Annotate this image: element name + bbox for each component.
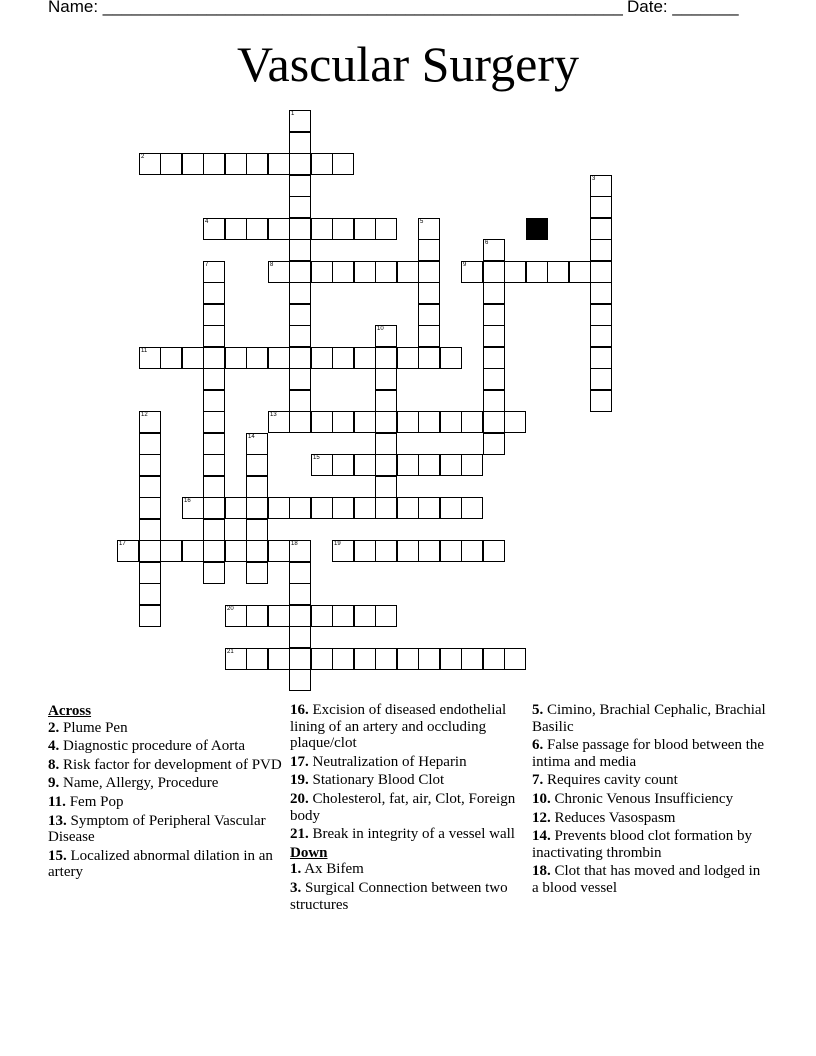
grid-cell[interactable] [418, 540, 440, 562]
grid-cell[interactable] [483, 648, 505, 670]
grid-cell[interactable] [354, 454, 376, 476]
grid-cell[interactable] [289, 390, 311, 412]
clue-item [290, 791, 526, 824]
clue-number: 17 [119, 541, 126, 547]
grid-cell[interactable] [483, 411, 505, 433]
grid-cell[interactable] [418, 411, 440, 433]
clue-text: Clot that has moved and lodged in a blood vessel [532, 863, 761, 896]
clue-text: Ax Bifem [304, 861, 364, 878]
grid-cell[interactable] [590, 347, 612, 369]
grid-cell[interactable] [397, 411, 419, 433]
grid-cell[interactable] [375, 218, 397, 240]
clue-number: 5 [420, 219, 424, 225]
clue-number: 7 [205, 262, 209, 268]
grid-cell[interactable] [354, 261, 376, 283]
grid-cell[interactable] [311, 454, 333, 476]
grid-cell[interactable] [203, 261, 225, 283]
grid-cell[interactable] [483, 261, 505, 283]
grid-cell[interactable] [440, 454, 462, 476]
clue-number: 3 [592, 176, 596, 182]
grid-cell[interactable] [418, 218, 440, 240]
clue-number: 12 [141, 412, 148, 418]
grid-cell[interactable] [289, 648, 311, 670]
grid-cell[interactable] [354, 648, 376, 670]
grid-cell[interactable] [504, 648, 526, 670]
clue-item [532, 772, 768, 789]
clue-number: 11 [141, 348, 148, 354]
grid-cell[interactable] [203, 368, 225, 390]
grid-cell[interactable] [160, 540, 182, 562]
grid-cell[interactable] [483, 433, 505, 455]
grid-cell[interactable] [139, 454, 161, 476]
clue-number: 2 [141, 154, 145, 160]
grid-cell[interactable] [246, 433, 268, 455]
grid-cell[interactable] [268, 411, 290, 433]
grid-cell[interactable] [289, 368, 311, 390]
grid-cell[interactable] [289, 110, 311, 132]
grid-cell[interactable] [289, 605, 311, 627]
grid-cell[interactable] [461, 261, 483, 283]
grid-cell[interactable] [139, 153, 161, 175]
grid-cell[interactable] [504, 411, 526, 433]
clue-item [48, 775, 284, 792]
clue-number: 20 [227, 606, 234, 612]
clue-number-label: 2. [48, 719, 60, 736]
clue-number-label: 12. [532, 809, 551, 826]
grid-cell[interactable] [203, 497, 225, 519]
clue-text: Surgical Connection between two structures [290, 879, 508, 913]
clue-number-label: 18. [532, 863, 551, 880]
clue-number-label: 10. [532, 790, 551, 807]
grid-cell[interactable] [225, 153, 247, 175]
grid-cell[interactable] [203, 519, 225, 541]
grid-cell[interactable] [483, 282, 505, 304]
clue-item [48, 720, 284, 737]
grid-cell[interactable] [268, 605, 290, 627]
grid-cell[interactable] [289, 304, 311, 326]
grid-cell[interactable] [268, 497, 290, 519]
grid-cell[interactable] [483, 390, 505, 412]
clue-item [290, 861, 526, 878]
grid-cell[interactable] [375, 497, 397, 519]
grid-cell[interactable] [440, 648, 462, 670]
grid-cell[interactable] [332, 454, 354, 476]
clue-number: 13 [270, 412, 277, 418]
grid-cell[interactable] [289, 175, 311, 197]
grid-cell[interactable] [590, 218, 612, 240]
grid-cell[interactable] [375, 476, 397, 498]
grid-cell[interactable] [375, 261, 397, 283]
grid-cell[interactable] [225, 497, 247, 519]
grid-cell[interactable] [268, 218, 290, 240]
grid-cell[interactable] [289, 497, 311, 519]
clues-column-2 [290, 702, 526, 915]
clue-item [532, 702, 768, 735]
grid-cell[interactable] [440, 411, 462, 433]
clue-text: Symptom of Peripheral Vascular Disease [48, 812, 266, 846]
grid-cell[interactable] [289, 347, 311, 369]
clue-number: 14 [248, 434, 255, 440]
clue-text: Chronic Venous Insufficiency [554, 790, 734, 807]
clue-item [48, 848, 284, 881]
clue-number: 1 [291, 111, 295, 117]
clue-text: Prevents blood clot formation by inactivating thrombin [532, 828, 752, 861]
clue-number-label: 19. [290, 772, 309, 789]
grid-cell[interactable] [139, 411, 161, 433]
grid-cell[interactable] [375, 605, 397, 627]
clue-number: 18 [291, 541, 298, 547]
clue-item [532, 791, 768, 808]
grid-cell[interactable] [289, 540, 311, 562]
clue-item [290, 772, 526, 789]
grid-cell[interactable] [590, 196, 612, 218]
grid-cell[interactable] [203, 540, 225, 562]
across-heading: Across [48, 703, 92, 719]
grid-cell[interactable] [418, 261, 440, 283]
grid-cell[interactable] [397, 347, 419, 369]
grid-cell[interactable] [268, 540, 290, 562]
grid-cell[interactable] [268, 648, 290, 670]
grid-cell[interactable] [375, 454, 397, 476]
grid-cell[interactable] [375, 325, 397, 347]
clue-number-label: 9. [48, 775, 60, 792]
grid-cell[interactable] [289, 669, 311, 691]
clue-text: Break in integrity of a vessel wall [312, 826, 515, 843]
grid-cell[interactable] [311, 218, 333, 240]
grid-cell[interactable] [289, 239, 311, 261]
clue-number: 10 [377, 326, 384, 332]
grid-cell[interactable] [418, 454, 440, 476]
grid-cell[interactable] [311, 648, 333, 670]
grid-cell[interactable] [332, 540, 354, 562]
grid-cell[interactable] [483, 325, 505, 347]
grid-cell[interactable] [461, 454, 483, 476]
clue-item [290, 880, 526, 913]
clue-number-label: 11. [48, 793, 66, 810]
grid-cell[interactable] [182, 540, 204, 562]
clue-number: 19 [334, 541, 341, 547]
grid-cell[interactable] [375, 411, 397, 433]
clue-number-label: 7. [532, 772, 544, 789]
grid-cell[interactable] [311, 347, 333, 369]
grid-cell[interactable] [203, 282, 225, 304]
grid-cell[interactable] [289, 583, 311, 605]
grid-cell[interactable] [246, 562, 268, 584]
grid-cell[interactable] [418, 497, 440, 519]
grid-cell[interactable] [397, 261, 419, 283]
grid-cell[interactable] [289, 562, 311, 584]
clue-number-label: 13. [48, 812, 67, 829]
grid-cell[interactable] [354, 605, 376, 627]
grid-cell[interactable] [203, 411, 225, 433]
clue-number: 15 [313, 455, 320, 461]
clue-item [290, 702, 526, 752]
grid-cell[interactable] [160, 153, 182, 175]
grid-cell[interactable] [354, 497, 376, 519]
grid-cell[interactable] [203, 347, 225, 369]
clue-item [532, 863, 768, 896]
grid-cell[interactable] [483, 304, 505, 326]
grid-cell[interactable] [418, 239, 440, 261]
clue-number-label: 20. [290, 790, 309, 807]
grid-cell[interactable] [203, 476, 225, 498]
clue-number-label: 6. [532, 737, 544, 754]
clue-number-label: 1. [290, 861, 302, 878]
grid-cell[interactable] [418, 304, 440, 326]
grid-cell[interactable] [289, 261, 311, 283]
grid-cell[interactable] [397, 648, 419, 670]
grid-cell[interactable] [289, 132, 311, 154]
puzzle-title: Vascular Surgery [236, 36, 580, 92]
grid-cell[interactable] [225, 648, 247, 670]
grid-cell[interactable] [397, 540, 419, 562]
grid-cell[interactable] [139, 497, 161, 519]
grid-cell[interactable] [461, 411, 483, 433]
clue-number-label: 21. [290, 826, 309, 843]
grid-cell[interactable] [418, 282, 440, 304]
grid-cell[interactable] [246, 605, 268, 627]
grid-cell[interactable] [203, 454, 225, 476]
grid-cell[interactable] [547, 261, 569, 283]
clue-text: Stationary Blood Clot [312, 772, 445, 789]
grid-cell[interactable] [354, 218, 376, 240]
clue-number: 4 [205, 219, 209, 225]
grid-cell[interactable] [375, 433, 397, 455]
grid-cell[interactable] [268, 153, 290, 175]
grid-cell[interactable] [289, 411, 311, 433]
grid-cell[interactable] [354, 540, 376, 562]
down-heading: Down [290, 844, 328, 861]
clue-number-label: 4. [48, 738, 60, 755]
clue-number-label: 17. [290, 753, 309, 770]
grid-cell[interactable] [526, 261, 548, 283]
grid-cell[interactable] [117, 540, 139, 562]
grid-cell[interactable] [590, 325, 612, 347]
clue-item [532, 828, 768, 861]
grid-cell[interactable] [160, 347, 182, 369]
grid-cell[interactable] [225, 540, 247, 562]
grid-cell[interactable] [139, 347, 161, 369]
grid-cell[interactable] [311, 605, 333, 627]
clue-text: Fem Pop [69, 793, 124, 810]
grid-cell[interactable] [225, 218, 247, 240]
grid-cell[interactable] [332, 605, 354, 627]
grid-cell[interactable] [311, 261, 333, 283]
clue-item [48, 738, 284, 755]
grid-cell[interactable] [483, 347, 505, 369]
grid-cell[interactable] [225, 605, 247, 627]
grid-cell[interactable] [182, 497, 204, 519]
grid-cell[interactable] [182, 347, 204, 369]
grid-cell[interactable] [461, 497, 483, 519]
grid-cell[interactable] [397, 454, 419, 476]
clue-number-label: 15. [48, 847, 67, 864]
grid-cell[interactable] [354, 411, 376, 433]
clue-item [532, 810, 768, 827]
clue-number: 8 [270, 262, 274, 268]
grid-cell[interactable] [225, 347, 247, 369]
grid-cell[interactable] [418, 347, 440, 369]
name-line: Name: _______________________________________________________ [48, 0, 623, 16]
grid-cell[interactable] [246, 648, 268, 670]
clue-number-label: 3. [290, 879, 302, 896]
grid-cell[interactable] [246, 454, 268, 476]
clue-text: Name, Allergy, Procedure [63, 775, 219, 792]
grid-cell[interactable] [289, 282, 311, 304]
grid-cell[interactable] [375, 540, 397, 562]
clue-item [290, 754, 526, 771]
clue-item [48, 794, 284, 811]
clues-column-3 [532, 702, 768, 899]
grid-cell[interactable] [246, 540, 268, 562]
grid-cell[interactable] [461, 540, 483, 562]
clues-column-1 [48, 702, 284, 883]
grid-cell[interactable] [440, 497, 462, 519]
grid-cell[interactable] [375, 368, 397, 390]
grid-cell[interactable] [590, 239, 612, 261]
grid-cell[interactable] [504, 261, 526, 283]
clue-text: Localized abnormal dilation in an artery [48, 847, 273, 881]
grid-cell[interactable] [354, 347, 376, 369]
grid-cell[interactable] [139, 562, 161, 584]
clue-number: 9 [463, 262, 467, 268]
date-line: Date: _______ [627, 0, 739, 16]
clue-number-label: 5. [532, 702, 544, 718]
grid-cell[interactable] [397, 497, 419, 519]
grid-cell[interactable] [375, 390, 397, 412]
clue-item [48, 757, 284, 774]
grid-cell[interactable] [332, 347, 354, 369]
grid-cell[interactable] [139, 519, 161, 541]
grid-cell[interactable] [289, 218, 311, 240]
grid-cell[interactable] [182, 153, 204, 175]
clue-text: Requires cavity count [547, 772, 678, 789]
grid-cell[interactable] [483, 368, 505, 390]
grid-cell[interactable] [590, 368, 612, 390]
grid-cell[interactable] [332, 153, 354, 175]
clue-text: Reduces Vasospasm [554, 809, 676, 826]
clue-text: Risk factor for development of PVD [63, 756, 282, 773]
grid-cell[interactable] [246, 347, 268, 369]
grid-cell[interactable] [203, 433, 225, 455]
grid-cell[interactable] [203, 562, 225, 584]
grid-cell[interactable] [203, 304, 225, 326]
grid-cell[interactable] [139, 540, 161, 562]
grid-cell[interactable] [246, 519, 268, 541]
grid-cell[interactable] [590, 175, 612, 197]
black-square [526, 218, 548, 240]
grid-cell[interactable] [332, 261, 354, 283]
grid-cell[interactable] [590, 390, 612, 412]
grid-cell[interactable] [332, 411, 354, 433]
grid-cell[interactable] [289, 626, 311, 648]
grid-cell[interactable] [590, 261, 612, 283]
clue-item [290, 826, 526, 843]
clue-text: Excision of diseased endothelial lining of an artery and occluding plaque/clot [290, 702, 507, 752]
grid-cell[interactable] [289, 153, 311, 175]
grid-cell[interactable] [246, 153, 268, 175]
grid-cell[interactable] [203, 153, 225, 175]
grid-cell[interactable] [440, 540, 462, 562]
clue-text: Cimino, Brachial Cephalic, Brachial Basilic [532, 702, 766, 735]
grid-cell[interactable] [311, 497, 333, 519]
clue-text: Cholesterol, fat, air, Clot, Foreign body [290, 790, 516, 824]
clue-item [532, 737, 768, 770]
clue-number-label: 8. [48, 756, 60, 773]
clue-number-label: 14. [532, 828, 551, 845]
grid-cell[interactable] [590, 304, 612, 326]
grid-cell[interactable] [289, 196, 311, 218]
grid-cell[interactable] [483, 540, 505, 562]
grid-cell[interactable] [139, 605, 161, 627]
grid-cell[interactable] [203, 325, 225, 347]
grid-cell[interactable] [311, 153, 333, 175]
grid-cell[interactable] [246, 218, 268, 240]
grid-cell[interactable] [268, 347, 290, 369]
grid-cell[interactable] [483, 239, 505, 261]
clue-text: Plume Pen [63, 719, 128, 736]
clue-number-label: 16. [290, 702, 309, 718]
clue-number: 16 [184, 498, 191, 504]
clue-text: Diagnostic procedure of Aorta [63, 738, 246, 755]
grid-cell[interactable] [590, 282, 612, 304]
grid-cell[interactable] [418, 325, 440, 347]
grid-cell[interactable] [332, 497, 354, 519]
clue-number: 21 [227, 649, 234, 655]
grid-cell[interactable] [289, 325, 311, 347]
grid-cell[interactable] [332, 648, 354, 670]
grid-cell[interactable] [440, 347, 462, 369]
grid-cell[interactable] [461, 648, 483, 670]
grid-cell[interactable] [139, 476, 161, 498]
clue-text: False passage for blood between the intima and media [532, 737, 765, 770]
grid-cell[interactable] [246, 476, 268, 498]
clue-number: 6 [485, 240, 489, 246]
grid-cell[interactable] [139, 583, 161, 605]
grid-cell[interactable] [375, 648, 397, 670]
grid-cell[interactable] [203, 218, 225, 240]
grid-cell[interactable] [332, 218, 354, 240]
clue-item [48, 813, 284, 846]
grid-cell[interactable] [418, 648, 440, 670]
grid-cell[interactable] [139, 433, 161, 455]
grid-cell[interactable] [569, 261, 591, 283]
grid-cell[interactable] [311, 411, 333, 433]
grid-cell[interactable] [268, 261, 290, 283]
clue-text: Neutralization of Heparin [312, 753, 467, 770]
grid-cell[interactable] [246, 497, 268, 519]
grid-cell[interactable] [375, 347, 397, 369]
grid-cell[interactable] [203, 390, 225, 412]
